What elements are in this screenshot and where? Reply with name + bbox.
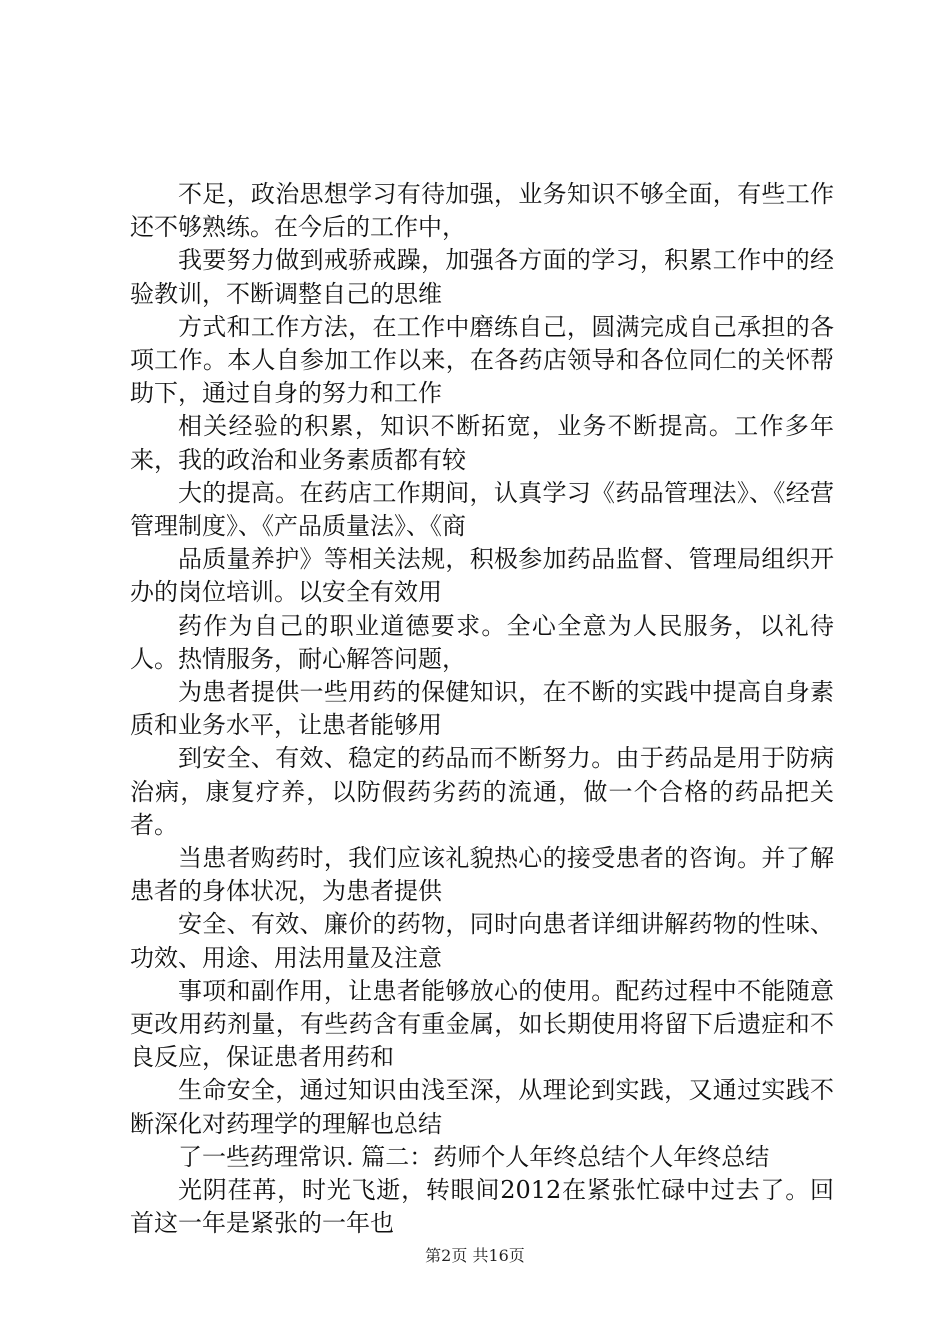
paragraph: 不足，政治思想学习有待加强，业务知识不够全面，有些工作还不够熟练。在今后的工作中，	[130, 180, 834, 242]
paragraph: 为患者提供一些用药的保健知识，在不断的实践中提高自身素质和业务水平，让患者能够用	[130, 678, 834, 740]
paragraph: 我要努力做到戒骄戒躁，加强各方面的学习，积累工作中的经验教训，不断调整自己的思维	[130, 246, 834, 308]
paragraph: 药作为自己的职业道德要求。全心全意为人民服务，以礼待人。热情服务，耐心解答问题，	[130, 611, 834, 673]
paragraph: 相关经验的积累，知识不断拓宽，业务不断提高。工作多年来，我的政治和业务素质都有较	[130, 412, 834, 474]
paragraph: 方式和工作方法，在工作中磨练自己，圆满完成自己承担的各项工作。本人自参加工作以来，在各药店领导和各位同仁的关怀帮助下，通过自身的努力和工作	[130, 312, 834, 408]
paragraph: 安全、有效、廉价的药物，同时向患者详细讲解药物的性味、功效、用途、用法用量及注意	[130, 910, 834, 972]
paragraph: 事项和副作用，让患者能够放心的使用。配药过程中不能随意更改用药剂量，有些药含有重金属，如长期使用将留下后遗症和不良反应，保证患者用药和	[130, 976, 834, 1072]
paragraph: 了一些药理常识. 篇二：药师个人年终总结个人年终总结	[178, 1142, 770, 1171]
document-body	[130, 178, 834, 1241]
paragraph: 品质量养护》等相关法规，积极参加药品监督、管理局组织开办的岗位培训。以安全有效用	[130, 545, 834, 607]
page-number-footer: 第2页 共16页	[425, 1246, 525, 1265]
paragraph: 生命安全，通过知识由浅至深，从理论到实践，又通过实践不断深化对药理学的理解也总结	[130, 1076, 834, 1138]
paragraph: 到安全、有效、稳定的药品而不断努力。由于药品是用于防病治病，康复疗养，以防假药劣药的流通，做一个合格的药品把关者。	[130, 744, 834, 839]
paragraph: 当患者购药时，我们应该礼貌热心的接受患者的咨询。并了解患者的身体状况，为患者提供	[130, 844, 834, 906]
paragraph: 大的提高。在药店工作期间，认真学习《药品管理法》、《经营管理制度》、《产品质量法》、《商	[130, 478, 834, 541]
paragraph: 光阴荏苒，时光飞逝，转眼间2012在紧张忙碌中过去了。回首这一年是紧张的一年也	[130, 1176, 834, 1238]
